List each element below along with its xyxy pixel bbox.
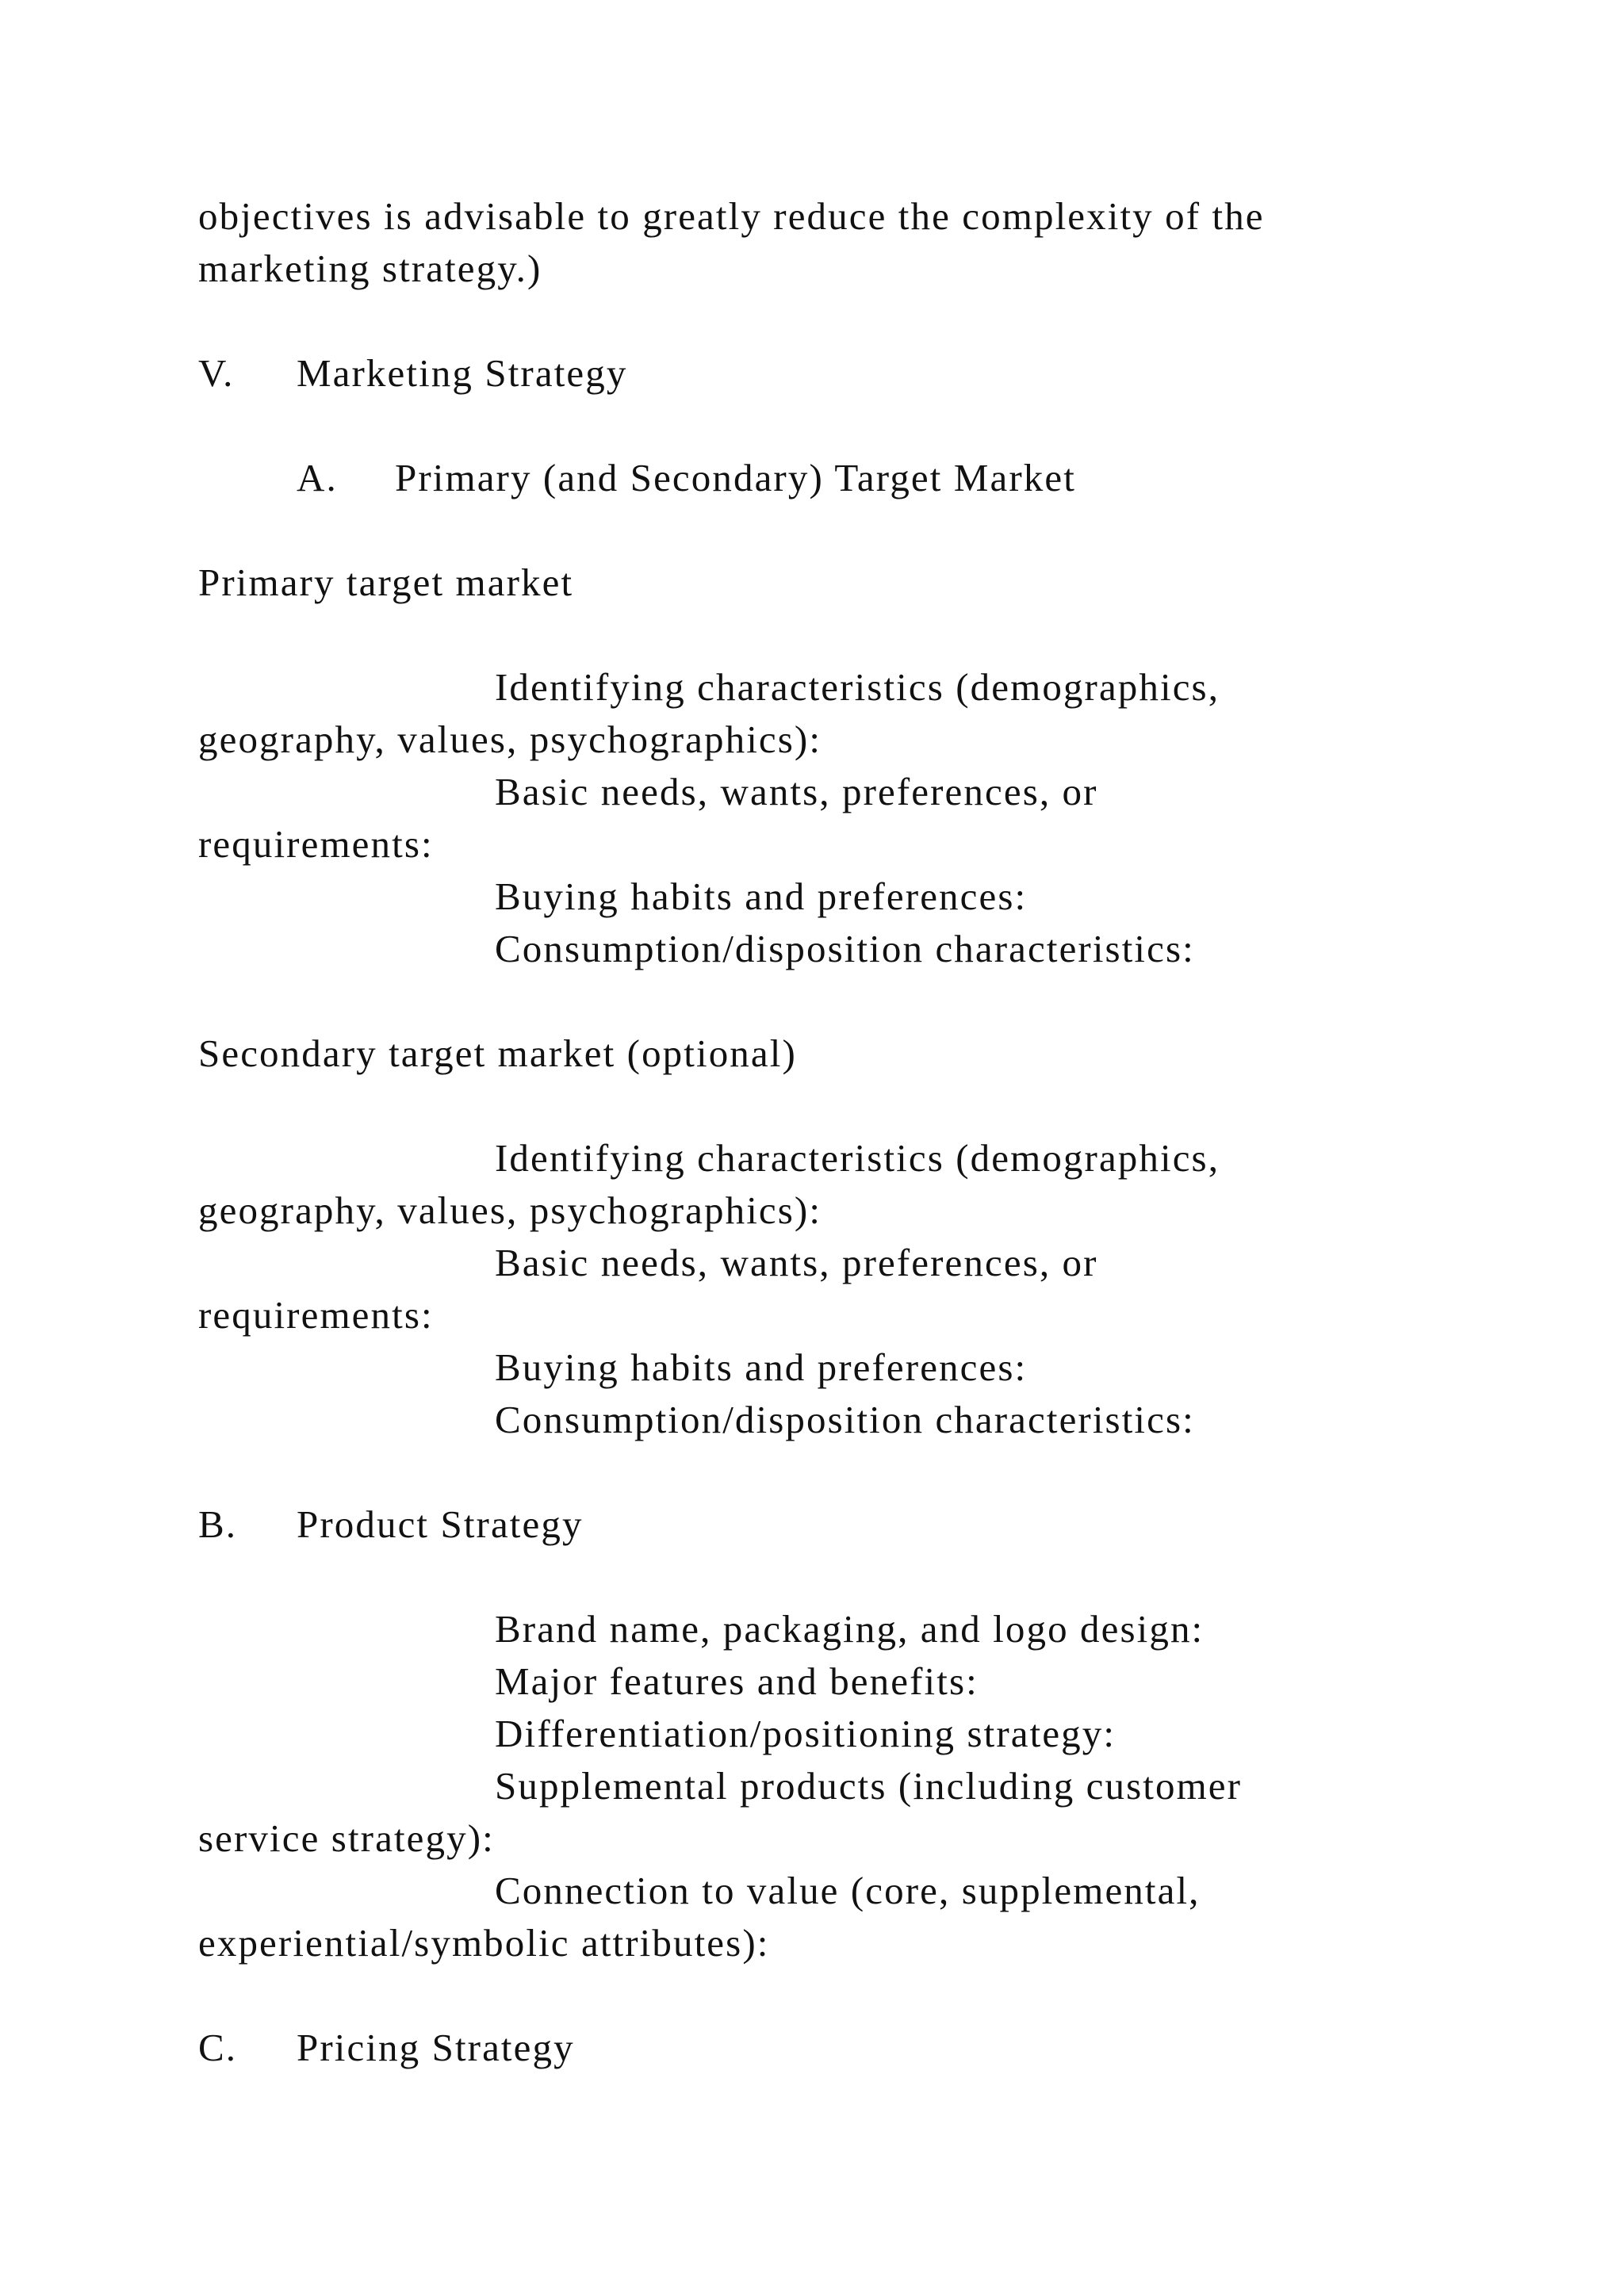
secondary-buying: Buying habits and preferences: xyxy=(495,1345,1028,1389)
intro-line-1: objectives is advisable to greatly reduce the complexity of the xyxy=(198,194,1265,238)
secondary-consumption: Consumption/disposition characteristics: xyxy=(495,1398,1195,1441)
section-v-title: Marketing Strategy xyxy=(297,351,628,395)
secondary-needs-line-1: Basic needs, wants, preferences, or xyxy=(495,1241,1098,1284)
product-supplemental-line-1: Supplemental products (including customer xyxy=(495,1764,1243,1808)
product-supplemental-line-2: service strategy): xyxy=(198,1816,495,1860)
secondary-needs-line-2: requirements: xyxy=(198,1293,434,1337)
product-brand: Brand name, packaging, and logo design: xyxy=(495,1607,1205,1651)
primary-needs-line-2: requirements: xyxy=(198,822,434,866)
section-a-letter: A. xyxy=(297,456,338,499)
primary-consumption: Consumption/disposition characteristics: xyxy=(495,927,1195,970)
section-c-title: Pricing Strategy xyxy=(297,2026,575,2069)
primary-needs-line-1: Basic needs, wants, preferences, or xyxy=(495,770,1098,813)
primary-identifying-line-1: Identifying characteristics (demographics, xyxy=(495,665,1220,709)
section-c-letter: C. xyxy=(198,2026,238,2069)
section-b-title: Product Strategy xyxy=(297,1502,584,1546)
product-differentiation: Differentiation/positioning strategy: xyxy=(495,1712,1116,1755)
secondary-heading: Secondary target market (optional) xyxy=(198,1031,797,1075)
product-value-line-2: experiential/symbolic attributes): xyxy=(198,1921,770,1965)
product-value-line-1: Connection to value (core, supplemental, xyxy=(495,1869,1201,1912)
primary-heading: Primary target market xyxy=(198,561,574,604)
section-a-title: Primary (and Secondary) Target Market xyxy=(395,456,1076,499)
primary-identifying-line-2: geography, values, psychographics): xyxy=(198,718,822,761)
intro-line-2: marketing strategy.) xyxy=(198,247,542,290)
section-b-letter: B. xyxy=(198,1502,238,1546)
product-features: Major features and benefits: xyxy=(495,1659,979,1703)
secondary-identifying-line-1: Identifying characteristics (demographics, xyxy=(495,1136,1220,1180)
section-v-number: V. xyxy=(198,351,235,395)
primary-buying: Buying habits and preferences: xyxy=(495,874,1028,918)
secondary-identifying-line-2: geography, values, psychographics): xyxy=(198,1188,822,1232)
